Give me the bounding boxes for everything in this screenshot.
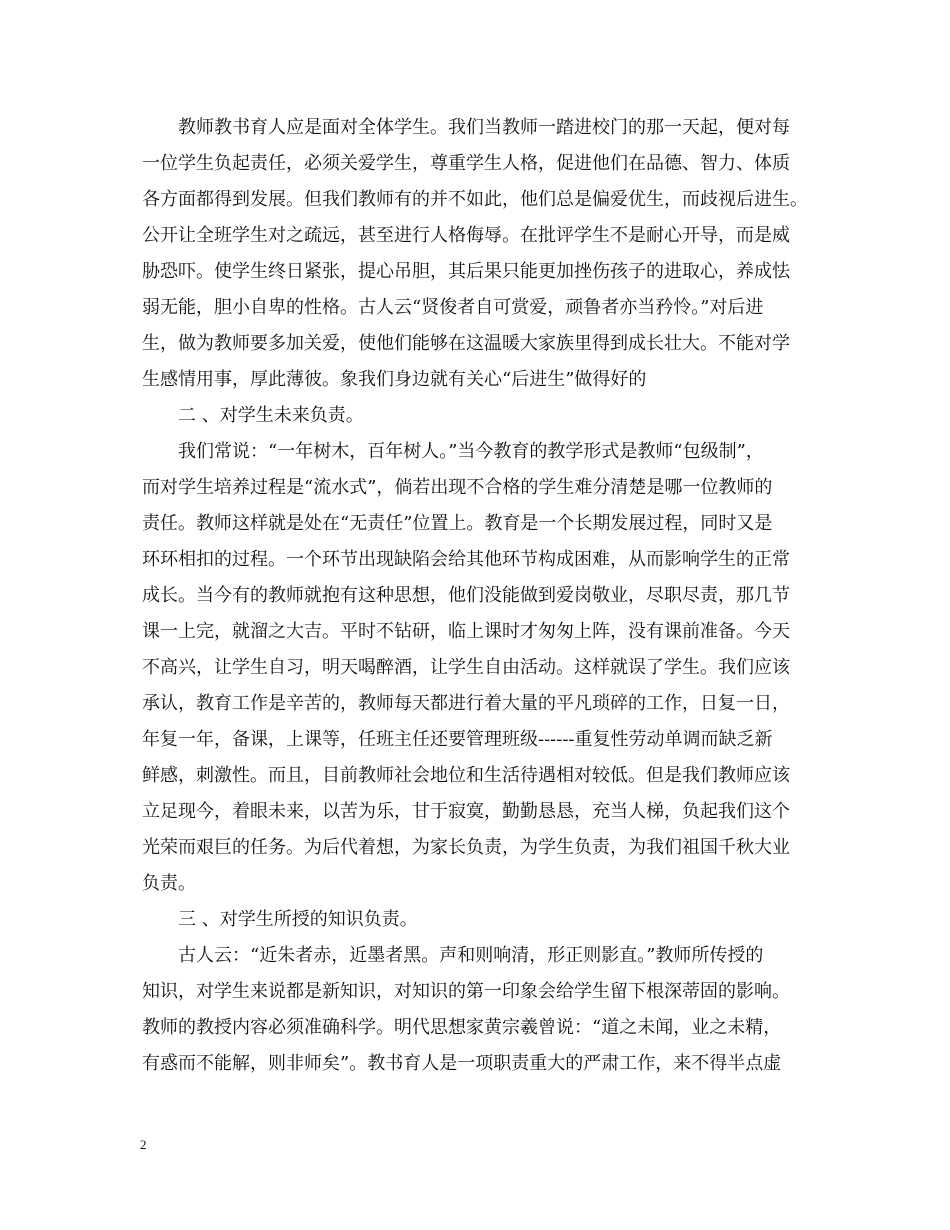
text-line: 鲜感，刺激性。而且，目前教师社会地位和生活待遇相对较低。但是我们教师应该 [142, 765, 790, 786]
section-heading: 三 、对学生所授的知识负责。 [178, 909, 418, 930]
text-line: 成长。当今有的教师就抱有这种思想，他们没能做到爱岗敬业，尽职尽责，那几节 [142, 585, 790, 606]
text-line: 知识，对学生来说都是新知识，对知识的第一印象会给学生留下根深蒂固的影响。 [142, 981, 790, 1002]
text-line: 各方面都得到发展。但我们教师有的并不如此，他们总是偏爱优生，而歧视后进生。 [142, 189, 808, 210]
text-line: 教师教书育人应是面对全体学生。我们当教师一踏进校门的那一天起，便对每 [178, 117, 790, 138]
text-line: 教师的教授内容必须准确科学。明代思想家黄宗羲曾说：“道之未闻，业之未精， [142, 1017, 782, 1038]
text-line: 弱无能，胆小自卑的性格。古人云“贤俊者自可赏爱，顽鲁者亦当矜怜。”对后进 [142, 297, 764, 318]
text-line: 生感情用事，厚此薄彼。象我们身边就有关心“后进生”做得好的 [142, 369, 647, 390]
text-line: 立足现今，着眼未来，以苦为乐，甘于寂寞，勤勤恳恳，充当人梯，负起我们这个 [142, 801, 790, 822]
text-line: 古人云：“近朱者赤，近墨者黑。声和则响清，形正则影直。”教师所传授的 [178, 945, 764, 966]
text-line: 我们常说：“一年树木，百年树人。”当今教育的教学形式是教师“包级制”， [178, 441, 764, 462]
text-line: 责任。教师这样就是处在“无责任”位置上。教育是一个长期发展过程，同时又是 [142, 513, 773, 534]
page-number: 2 [140, 1137, 147, 1152]
text-line: 光荣而艰巨的任务。为后代着想，为家长负责，为学生负责，为我们祖国千秋大业 [142, 837, 790, 858]
text-line: 有惑而不能解，则非师矣”。教书育人是一项职责重大的严肃工作，来不得半点虚 [142, 1053, 782, 1074]
text-line: 环环相扣的过程。一个环节出现缺陷会给其他环节构成困难，从而影响学生的正常 [142, 549, 790, 570]
text-line: 承认，教育工作是辛苦的，教师每天都进行着大量的平凡琐碎的工作，日复一日， [142, 693, 790, 714]
text-line: 负责。 [142, 873, 196, 894]
text-line: 而对学生培养过程是“流水式”，倘若出现不合格的学生难分清楚是哪一位教师的 [142, 477, 773, 498]
text-line: 课一上完，就溜之大吉。平时不钻研，临上课时才匆匆上阵，没有课前准备。今天 [142, 621, 790, 642]
section-heading: 二 、对学生未来负责。 [178, 405, 364, 426]
text-line: 一位学生负起责任，必须关爱学生，尊重学生人格，促进他们在品德、智力、体质 [142, 153, 790, 174]
text-line: 年复一年，备课，上课等，任班主任还要管理班级------重复性劳动单调而缺乏新 [142, 729, 773, 750]
text-line: 公开让全班学生对之疏远，甚至进行人格侮辱。在批评学生不是耐心开导，而是威 [142, 225, 790, 246]
text-line: 不高兴，让学生自习，明天喝醉酒，让学生自由活动。这样就误了学生。我们应该 [142, 657, 790, 678]
text-line: 生，做为教师要多加关爱，使他们能够在这温暖大家族里得到成长壮大。不能对学 [142, 333, 790, 354]
text-line: 胁恐吓。使学生终日紧张，提心吊胆，其后果只能更加挫伤孩子的进取心，养成怯 [142, 261, 790, 282]
